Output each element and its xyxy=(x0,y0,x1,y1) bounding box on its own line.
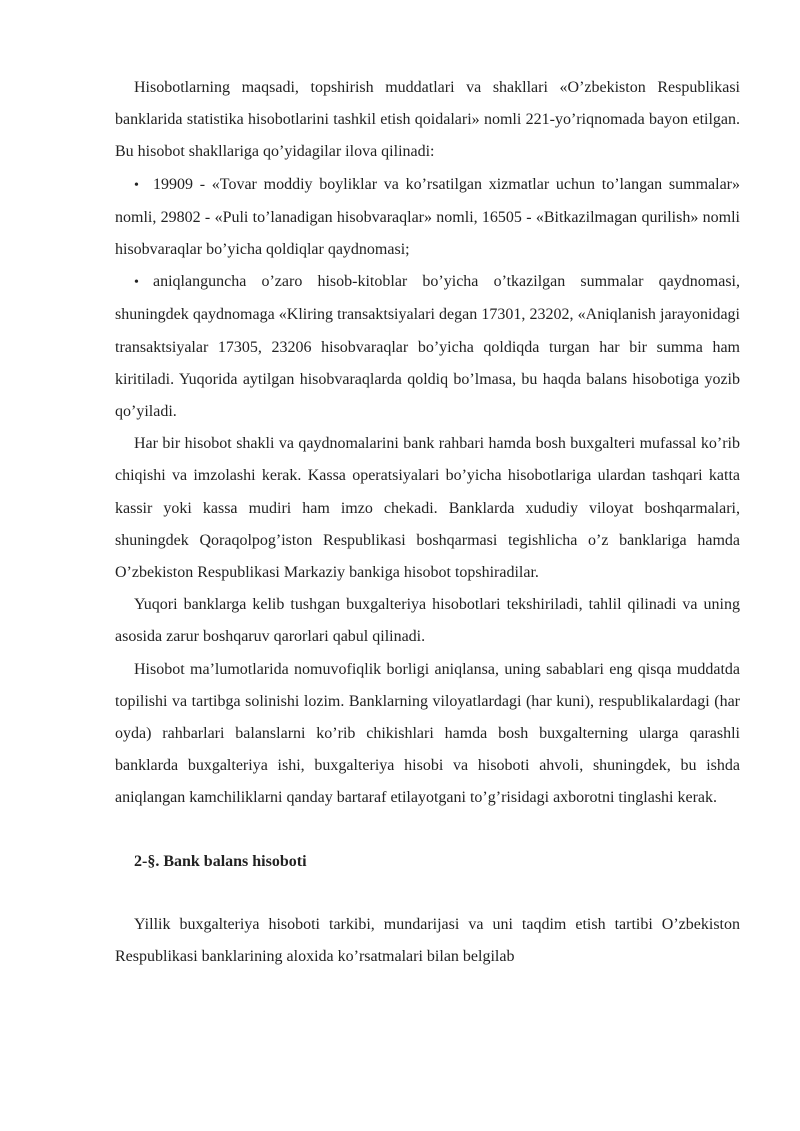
bullet-item-2-text: aniqlanguncha o’zaro hisob-kitoblar bo’yicha o’tkazilgan summalar qaydnomasi, shuningdek qaydnomaga «Kliring transaktsiyalari degan 17301, 23202, «Aniqlanish jarayonidagi transaktsiyalar 17305, 23206 hisobvaraqlar bo’yicha qoldiqda turgan har bir summa ham kiritiladi. Yuqorida aytilgan hisobvaraqlarda qoldiq bo’lmasa, bu haqda balans hisobotiga yozib qo’yiladi. xyxy=(115,273,740,421)
section-heading: 2-§. Bank balans hisoboti xyxy=(134,852,307,870)
bullet-item-1-text: 19909 - «Tovar moddiy boyliklar va ko’rsatilgan xizmatlar uchun to’langan summalar» nomli, 29802 - «Puli to’lanadigan hisobvaraqlar» nomli, 16505 - «Bitkazilmagan qurilish» nomli hisobvaraqlar bo’yicha qoldiqlar qaydnomasi; xyxy=(115,175,740,259)
bullet-item-1 xyxy=(115,169,740,267)
document-body xyxy=(115,72,740,973)
intro-paragraph: Hisobotlarning maqsadi, topshirish muddatlari va shakllari «O’zbekiston Respublikasi banklarida statistika hisobotlarini tashkil etish qoidalari» nomli 221-yo’riqnomada bayon etilgan. Bu hisobot shakllariga qo’yidagilar ilova qilinadi: xyxy=(115,79,740,161)
review-paragraph: Yuqori banklarga kelib tushgan buxgalteriya hisobotlari tekshiriladi, tahlil qilinadi va uning asosida zarur boshqaruv qarorlari qabul qilinadi. xyxy=(115,596,740,646)
discrepancy-paragraph: Hisobot ma’lumotlarida nomuvofiqlik borligi aniqlansa, uning sabablari eng qisqa muddatda topilishi va tartibga solinishi lozim. Banklarning viloyatlardagi (har kuni), respublikalardagi (har oyda) rahbarlari balanslarni ko’rib chikishlari hamda bosh buxgalterning ularga qarashli banklarda buxgalteriya ishi, buxgalteriya hisobi va hisoboti ahvoli, shuningdek, bu ishda aniqlangan kamchiliklarni qanday bartaraf etilayotgani to’g’risidagi axborotni tinglashi kerak. xyxy=(115,660,740,807)
final-paragraph: Yillik buxgalteriya hisoboti tarkibi, mundarijasi va uni taqdim etish tartibi O’zbekiston Respublikasi banklarining aloxida ko’rsatmalari bilan belgilab xyxy=(115,915,740,966)
bullet-icon: • xyxy=(134,275,139,291)
signing-paragraph: Har bir hisobot shakli va qaydnomalarini bank rahbari hamda bosh buxgalteri mufassal ko’rib chiqishi va imzolashi kerak. Kassa operatsiyalari bo’yicha hisobotlariga ulardan tashqari katta kassir yoki kassa mudiri ham imzo chekadi. Banklarda xududiy viloyat boshqarmalari, shuningdek Qoraqolpog’iston Respublikasi boshqarmasi tegishlicha o’z banklariga hamda O’zbekiston Respublikasi Markaziy bankiga hisobot topshiradilar. xyxy=(115,435,740,582)
bullet-icon: • xyxy=(134,177,139,193)
bullet-item-2 xyxy=(115,266,740,428)
